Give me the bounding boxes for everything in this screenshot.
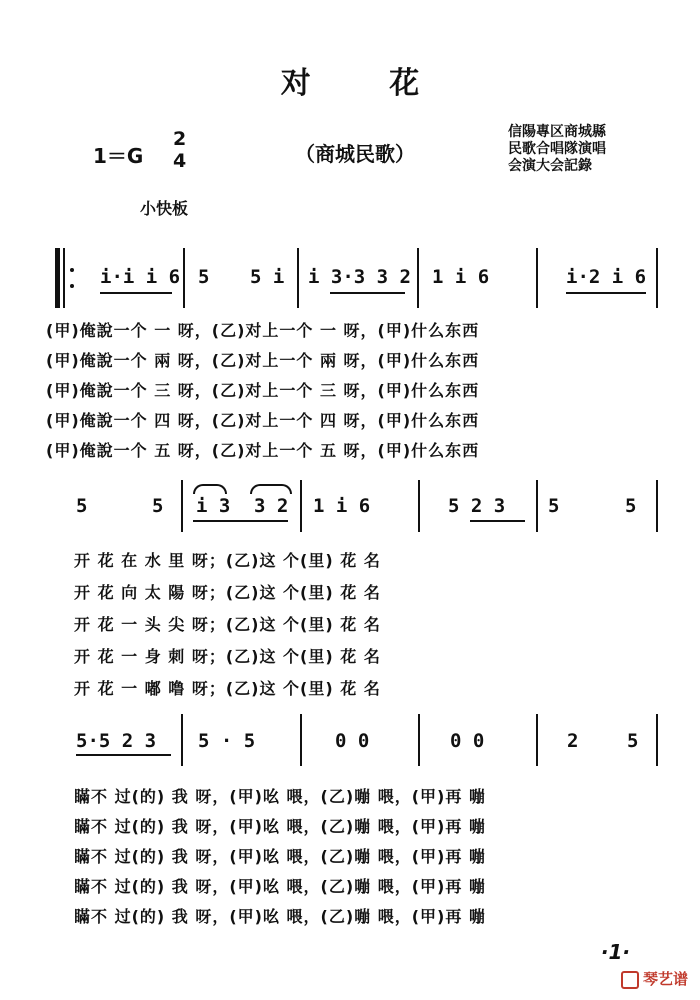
note-group: i 3 [196,495,231,517]
barline [300,714,302,766]
slur [193,484,227,494]
credit-line: 会演大会記錄 [508,158,592,174]
note-group: 0 0 [335,730,370,752]
lyric-line: 开 花 向 太 陽 呀；(乙)这 个(里) 花 名 [74,583,381,602]
barline [418,480,420,532]
lyric-line: (甲)俺說一个 四 呀，(乙)对上一个 四 呀，(甲)什么东西 [46,411,480,430]
note-group: i·i i 6 [100,266,181,288]
note-group: i 3·3 3 2 [308,266,411,288]
credit-block [508,124,606,175]
credit-line: 信陽專区商城縣 [508,124,606,140]
lyric-line: (甲)俺說一个 兩 呀，(乙)对上一个 兩 呀，(甲)什么东西 [46,351,480,370]
note-group: 2 [567,730,579,752]
note-group: 5 [152,495,164,517]
underline [566,292,646,294]
note-group: 1 i 6 [313,495,371,517]
lyric-line: 开 花 一 身 刺 呀；(乙)这 个(里) 花 名 [74,647,381,666]
barline [63,248,65,308]
barline [183,248,185,308]
lyric-line: 瞞不 过(的) 我 呀，(甲)吆 喂，(乙)嘣 喂，(甲)再 嘣 [74,817,486,836]
lyric-line: (甲)俺說一个 一 呀，(乙)对上一个 一 呀，(甲)什么东西 [46,321,480,340]
watermark-logo [621,968,688,989]
note-group: 5 2 3 [448,495,506,517]
note-group: 3 2 [254,495,289,517]
song-title: 对 花 [280,66,454,101]
time-signature [173,128,186,172]
note-group: 5·5 2 3 [76,730,157,752]
barline [656,480,658,532]
barline [536,480,538,532]
barline [536,248,538,308]
note-group: 5 · 5 [198,730,256,752]
time-signature-top: 2 [173,128,187,150]
barline [300,480,302,532]
underline [330,292,405,294]
note-group: 1 i 6 [432,266,490,288]
lyric-line: 瞞不 过(的) 我 呀，(甲)吆 喂，(乙)嘣 喂，(甲)再 嘣 [74,907,486,926]
underline [193,520,288,522]
slur [250,484,292,494]
barline [297,248,299,308]
underline [76,754,171,756]
note-group: 5 [625,495,637,517]
lyric-line: 开 花 一 嘟 噜 呀；(乙)这 个(里) 花 名 [74,679,381,698]
note-group: i·2 i 6 [566,266,647,288]
lyric-line: 开 花 在 水 里 呀；(乙)这 个(里) 花 名 [74,551,381,570]
key-signature: 1＝G [93,144,144,168]
lyric-line: (甲)俺說一个 五 呀，(乙)对上一个 五 呀，(甲)什么东西 [46,441,480,460]
time-signature-bottom: 4 [173,150,187,172]
repeat-dot [70,284,74,288]
note-group: 0 0 [450,730,485,752]
note-group: 5 i [250,266,285,288]
lyric-line: 瞞不 过(的) 我 呀，(甲)吆 喂，(乙)嘣 喂，(甲)再 嘣 [74,787,486,806]
watermark-text: 琴艺谱 [642,970,688,988]
lyric-line: 开 花 一 头 尖 呀；(乙)这 个(里) 花 名 [74,615,381,634]
note-group: 5 [198,266,210,288]
repeat-barline [55,248,60,308]
note-group: 5 [627,730,639,752]
logo-icon [621,971,639,989]
barline [181,714,183,766]
note-group: 5 [548,495,560,517]
barline [417,248,419,308]
lyric-line: 瞞不 过(的) 我 呀，(甲)吆 喂，(乙)嘣 喂，(甲)再 嘣 [74,877,486,896]
page-number: ·1· [600,940,630,964]
song-subtitle: （商城民歌） [295,142,415,166]
barline [656,714,658,766]
credit-line: 民歌合唱隊演唱 [508,141,606,157]
lyric-line: 瞞不 过(的) 我 呀，(甲)吆 喂，(乙)嘣 喂，(甲)再 嘣 [74,847,486,866]
barline [536,714,538,766]
underline [100,292,172,294]
barline [656,248,658,308]
barline [181,480,183,532]
underline [470,520,525,522]
barline [418,714,420,766]
repeat-dot [70,268,74,272]
note-group: 5 [76,495,88,517]
lyric-line: (甲)俺說一个 三 呀，(乙)对上一个 三 呀，(甲)什么东西 [46,381,480,400]
tempo-marking: 小快板 [140,199,189,218]
